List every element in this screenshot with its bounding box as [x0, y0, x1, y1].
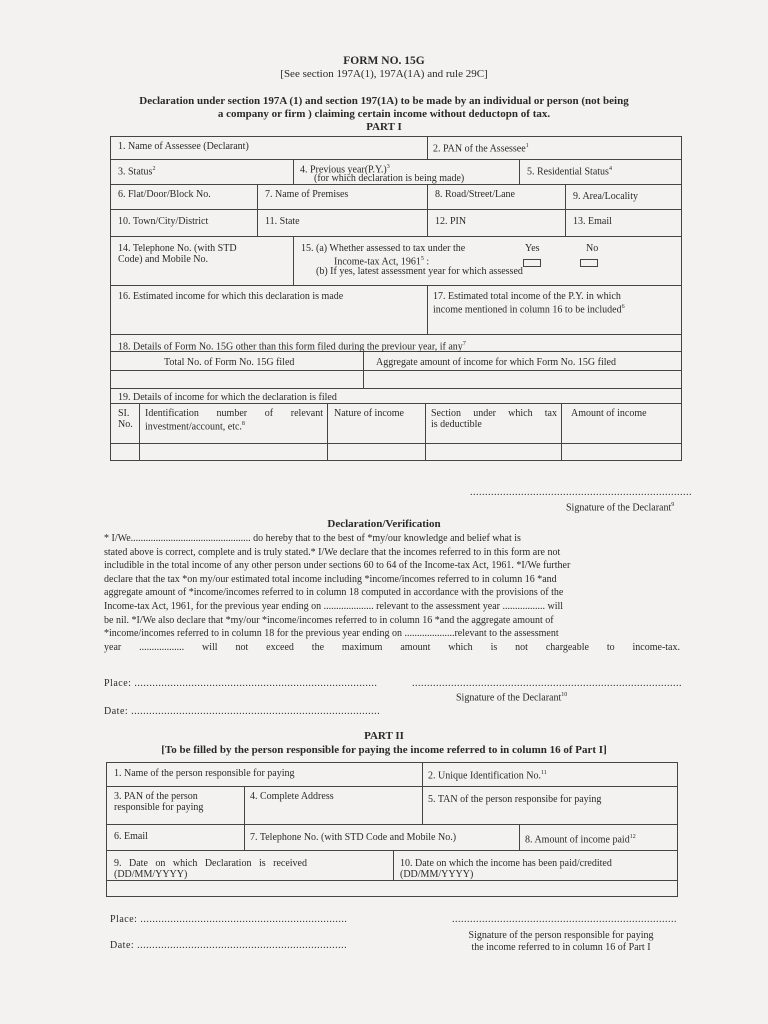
complete-address-label: 4. Complete Address	[250, 791, 334, 802]
estimated-income-label: 16. Estimated income for which this declaration is made	[118, 291, 344, 302]
amount-of-income-header: Amount of income	[571, 408, 647, 419]
unique-id-label: 2. Unique Identification No.$^{11}$	[428, 770, 547, 782]
residential-status-label: 5. Residential Status$^4$	[527, 166, 612, 178]
yes-label: Yes	[525, 243, 540, 254]
no-checkbox[interactable]	[580, 259, 598, 267]
declarant-signature-line[interactable]: ..........................................................................	[470, 487, 692, 498]
verification-line: declare that the tax *on my/our estimated total income including *income/incomes referred to in column 16 *and	[104, 573, 557, 585]
total-forms-filed-header: Total No. of Form No. 15G filed	[164, 357, 295, 368]
place-field-1[interactable]: Place: .................................................................................	[104, 678, 378, 689]
declaration-received-date-label: 9. Date on which Declaration is received (DD/MM/YYYY)	[114, 858, 307, 880]
declarant-signature-label-2: Signature of the Declarant$^{10}$	[456, 692, 568, 704]
aggregate-amount-header: Aggregate amount of income for which Form No. 15G filed	[376, 357, 616, 368]
declarant-signature-label: Signature of the Declarant$^9$	[566, 502, 675, 514]
tan-label: 5. TAN of the person responsibe for paying	[428, 794, 602, 805]
verification-line: *income/incomes referred to in column 18 for the previous year ending on ....................relevant to the assessment	[104, 628, 559, 640]
place-field-2[interactable]: Place: .....................................................................	[110, 914, 348, 925]
declaration-heading-line2: a company or firm ) claiming certain income without deductopn of tax.	[217, 108, 551, 120]
flat-door-block-label: 6. Flat/Door/Block No.	[118, 189, 211, 200]
income-paid-date-label: 10. Date on which the income has been paid/credited (DD/MM/YYYY)	[400, 858, 612, 880]
income-details-label: 19. Details of income for which the declaration is filed	[118, 392, 337, 403]
no-label: No	[586, 243, 599, 254]
telephone-label-line1: 14. Telephone No. (with STD	[118, 243, 237, 254]
verification-text	[104, 532, 680, 654]
form15g-details-label: 18. Details of Form No. 15G other than this form filed during the previour year, if any$^7$	[118, 341, 466, 353]
payer-signature-label: Signature of the person responsible for paying the income referred to in column 16 of Part I	[468, 930, 654, 953]
verification-title: Declaration/Verification	[327, 518, 441, 530]
identification-number-header-line2: investment/account, etc.$^8$	[145, 421, 245, 433]
date-field-1[interactable]: Date: ...................................................................................	[104, 706, 381, 717]
declarant-signature-line-2[interactable]: ..........................................................................................	[412, 678, 682, 689]
telephone-label-line2: Code) and Mobile No.	[118, 254, 208, 265]
payer-pan-label: 3. PAN of the person responsible for paying	[114, 791, 204, 813]
sl-no-header: SI. No.	[118, 408, 133, 430]
amount-paid-label: 8. Amount of income paid$^{12}$	[525, 834, 636, 846]
verification-line: stated above is correct, complete and is truly stated.* I/We declare that the incomes referred to in this form are not	[104, 546, 561, 558]
part1-title: PART I	[366, 121, 402, 133]
assessed-to-tax-label-line2: Income-tax Act, 1961$^5$ :	[334, 256, 430, 268]
pan-of-assessee-label: 2. PAN of the Assessee$^1$	[433, 143, 529, 155]
payer-signature-line[interactable]: ...........................................................................	[452, 914, 677, 925]
latest-assessment-year-label: (b) If yes, latest assessment year for which assessed	[316, 266, 523, 277]
payer-email-label: 6. Email	[114, 831, 148, 842]
verification-line: Income-tax Act, 1961, for the previous year ending on .................... relevant to the assessment year ................. will	[104, 600, 564, 612]
part2-subtitle: [To be filled by the person responsible for paying the income referred to in column 16 of Part I]	[161, 744, 607, 756]
estimated-total-income-label-line2: income mentioned in column 16 to be included$^6$	[433, 304, 625, 316]
date-field-2[interactable]: Date: ......................................................................	[110, 940, 348, 951]
status-label: 3. Status$^2$	[118, 166, 156, 178]
previous-year-label: 4. Previous $year(P.Y.)^3$	[300, 164, 390, 176]
nature-of-income-header: Nature of income	[334, 408, 404, 419]
pin-label: 12. PIN	[435, 216, 467, 227]
see-section: [See section 197A(1), 197A(1A) and rule 29C]	[280, 68, 488, 80]
part2-title: PART II	[364, 730, 404, 742]
verification-line: year .................. will not exceed the maximum amount which is not chargeable to income-tax.	[104, 641, 680, 653]
payer-name-label: 1. Name of the person responsible for paying	[114, 768, 295, 779]
assessed-to-tax-label-line1: 15. (a) Whether assessed to tax under the	[301, 243, 466, 254]
area-locality-label: 9. Area/Locality	[573, 191, 638, 202]
estimated-total-income-label-line1: 17. Estimated total income of the P.Y. in which	[433, 291, 621, 302]
name-of-premises-label: 7. Name of Premises	[265, 189, 349, 200]
previous-year-sub-label: (for which declaration is being made)	[314, 173, 465, 184]
state-label: 11. State	[265, 216, 300, 227]
declaration-heading-line1: Declaration under section 197A (1) and section 197(1A) to be made by an individual or person (not being	[139, 95, 629, 107]
section-deductible-header-line2: is deductible	[431, 419, 482, 430]
identification-number-header-line1: Identification number of relevant	[145, 408, 323, 419]
section-deductible-header-line1: Section under which tax	[431, 408, 557, 419]
payer-telephone-label: 7. Telephone No. (with STD Code and Mobile No.)	[250, 832, 457, 843]
verification-line: * I/We................................................ do hereby that to the best of *my/our knowledge and belief what is	[104, 533, 521, 544]
email-label: 13. Email	[573, 216, 612, 227]
form-number: FORM NO. 15G	[343, 55, 425, 67]
verification-line: aggregate amount of *income/incomes referred to in column 18 computed in accordance with the provisions of the	[104, 587, 564, 599]
verification-line: includible in the total income of any other person under sections 60 to 64 of the Income-tax Act, 1961. *I/We further	[104, 560, 571, 572]
road-street-lane-label: 8. Road/Street/Lane	[435, 189, 515, 200]
verification-line: be nil. *I/We also declare that *my/our *income/incomes referred to in column 16 *and the aggregate amount of	[104, 614, 554, 626]
town-city-district-label: 10. Town/City/District	[118, 216, 209, 227]
name-of-assessee-label: 1. Name of Assessee (Declarant)	[118, 141, 249, 152]
